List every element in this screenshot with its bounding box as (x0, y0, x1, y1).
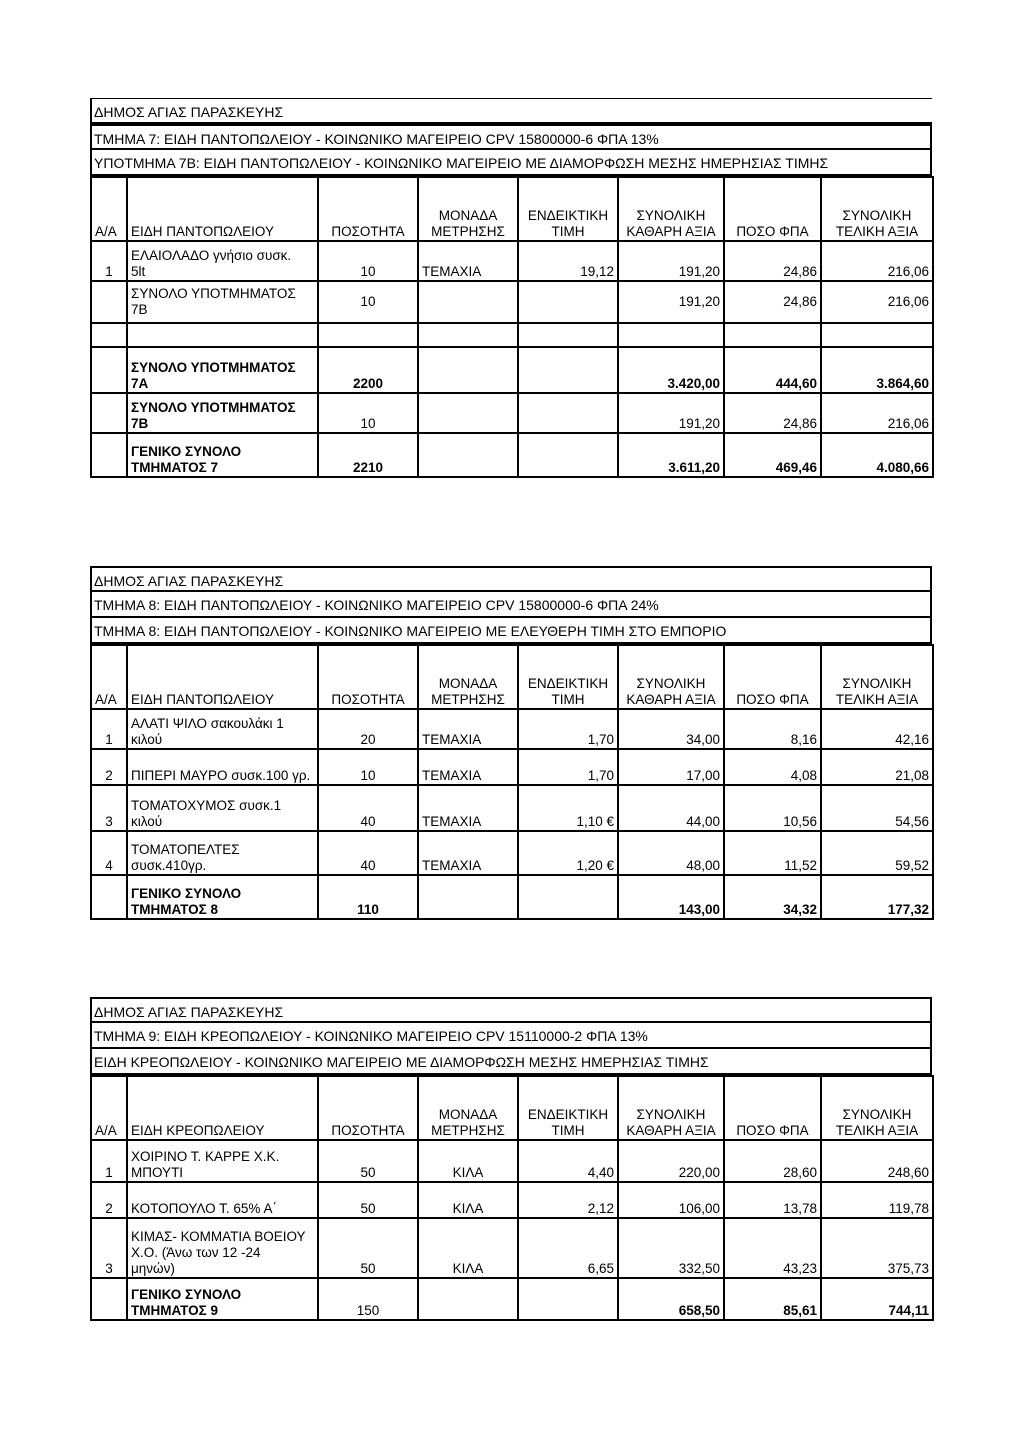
items-table (90, 176, 934, 478)
column-header-row (91, 177, 933, 241)
municipality-header: ΔΗΜΟΣ ΑΓΙΑΣ ΠΑΡΑΣΚΕΥΗΣ (90, 566, 932, 592)
col-item: ΕΙΔΗ ΠΑΝΤΟΠΩΛΕΙΟΥ (127, 177, 318, 241)
col-total: ΣΥΝΟΛΙΚΗ ΤΕΛΙΚΗ ΑΞΙΑ (821, 177, 933, 241)
col-unit: ΜΟΝΑΔΑ ΜΕΤΡΗΣΗΣ (418, 177, 518, 241)
section-8 (90, 566, 932, 920)
section-subtitle: ΕΙΔΗ ΚΡΕΟΠΩΛΕΙΟΥ - ΚΟΙΝΩΝΙΚΟ ΜΑΓΕΙΡΕΙΟ ΜΕ ΔΙΑΜΟΡΦΩΣΗ ΜΕΣΗΣ ΗΜΕΡΗΣΙΑΣ ΤΙΜΗΣ (90, 1049, 932, 1075)
table-row: 3 ΤΟΜΑΤΟΧΥΜΟΣ συσκ.1 κιλού 40 ΤΕΜΑΧΙΑ 1,10 € 44,00 10,56 54,56 (91, 785, 933, 831)
section-subtitle: ΤΜΗΜΑ 8: ΕΙΔΗ ΠΑΝΤΟΠΩΛΕΙΟΥ - ΚΟΙΝΩΝΙΚΟ ΜΑΓΕΙΡΕΙΟ ΜΕ ΕΛΕΥΘΕΡΗ ΤΙΜΗ ΣΤΟ ΕΜΠΟΡΙΟ (90, 618, 932, 644)
col-price: ΕΝΔΕΙΚΤΙΚΗ ΤΙΜΗ (518, 177, 618, 241)
col-qty: ΠΟΣΟΤΗΤΑ (318, 177, 418, 241)
grand-total-row: ΓΕΝΙΚΟ ΣΥΝΟΛΟ ΤΜΗΜΑΤΟΣ 9 150 658,50 85,61 744,11 (91, 1278, 933, 1320)
section-7 (90, 98, 932, 478)
column-header-row: Α/Α ΕΙΔΗ ΠΑΝΤΟΠΩΛΕΙΟΥ ΠΟΣΟΤΗΤΑ ΜΟΝΑΔΑ ΜΕΤΡΗΣΗΣ ΕΝΔΕΙΚΤΙΚΗ ΤΙΜΗ ΣΥΝΟΛΙΚΗ ΚΑΘΑΡΗ ΑΞΙΑ ΠΟΣΟ ΦΠΑ ΣΥΝΟΛΙΚΗ ΤΕΛΙΚΗ ΑΞΙΑ (91, 645, 933, 709)
grand-total-row: ΓΕΝΙΚΟ ΣΥΝΟΛΟ ΤΜΗΜΑΤΟΣ 7 2210 3.611,20 469,46 4.080,66 (91, 433, 933, 477)
section-subtitle: ΥΠΟΤΜΗΜΑ 7Β: ΕΙΔΗ ΠΑΝΤΟΠΩΛΕΙΟΥ - ΚΟΙΝΩΝΙΚΟ ΜΑΓΕΙΡΕΙΟ ΜΕ ΔΙΑΜΟΡΦΩΣΗ ΜΕΣΗΣ ΗΜΕΡΗΣΙΑΣ ΤΙΜΗΣ (90, 150, 932, 176)
items-table (90, 644, 934, 920)
table-row: 1 ΕΛΑΙΟΛΑΔΟ γνήσιο συσκ. 5lt 10 ΤΕΜΑΧΙΑ 19,12 191,20 24,86 216,06 (91, 241, 933, 281)
municipality-header: ΔΗΜΟΣ ΑΓΙΑΣ ΠΑΡΑΣΚΕΥΗΣ (90, 98, 932, 124)
municipality-header: ΔΗΜΟΣ ΑΓΙΑΣ ΠΑΡΑΣΚΕΥΗΣ (90, 997, 932, 1023)
table-row: 2 ΚΟΤΟΠΟΥΛΟ Τ. 65% Α΄ 50 ΚΙΛΑ 2,12 106,00 13,78 119,78 (91, 1182, 933, 1218)
spacer-row (91, 323, 933, 347)
col-aa: Α/Α (91, 177, 127, 241)
table-row: 2 ΠΙΠΕΡΙ ΜΑΥΡΟ συσκ.100 γρ. 10 ΤΕΜΑΧΙΑ 1,70 17,00 4,08 21,08 (91, 749, 933, 785)
section-title: ΤΜΗΜΑ 7: ΕΙΔΗ ΠΑΝΤΟΠΩΛΕΙΟΥ - ΚΟΙΝΩΝΙΚΟ ΜΑΓΕΙΡΕΙΟ CPV 15800000-6 ΦΠΑ 13% (90, 124, 932, 150)
col-vat: ΠΟΣΟ ΦΠΑ (724, 177, 821, 241)
column-header-row: Α/Α ΕΙΔΗ ΚΡΕΟΠΩΛΕΙΟΥ ΠΟΣΟΤΗΤΑ ΜΟΝΑΔΑ ΜΕΤΡΗΣΗΣ ΕΝΔΕΙΚΤΙΚΗ ΤΙΜΗ ΣΥΝΟΛΙΚΗ ΚΑΘΑΡΗ ΑΞΙΑ ΠΟΣΟ ΦΠΑ ΣΥΝΟΛΙΚΗ ΤΕΛΙΚΗ ΑΞΙΑ (91, 1076, 933, 1140)
grand-total-row: ΓΕΝΙΚΟ ΣΥΝΟΛΟ ΤΜΗΜΑΤΟΣ 8 110 143,00 34,32 177,32 (91, 875, 933, 919)
subtotal-row: ΣΥΝΟΛΟ ΥΠΟΤΜΗΜΑΤΟΣ 7Β 10 191,20 24,86 216,06 (91, 281, 933, 323)
table-row: 3 ΚΙΜΑΣ- ΚΟΜΜΑΤΙΑ ΒΟΕΙΟΥ Χ.Ο. (Άνω των 12 -24 μηνών) 50 ΚΙΛΑ 6,65 332,50 43,23 375,73 (91, 1218, 933, 1278)
section-title: ΤΜΗΜΑ 9: ΕΙΔΗ ΚΡΕΟΠΩΛΕΙΟΥ - ΚΟΙΝΩΝΙΚΟ ΜΑΓΕΙΡΕΙΟ CPV 15110000-2 ΦΠΑ 13% (90, 1023, 932, 1049)
summary-row: ΣΥΝΟΛΟ ΥΠΟΤΜΗΜΑΤΟΣ 7Β 10 191,20 24,86 216,06 (91, 393, 933, 433)
items-table (90, 1075, 934, 1321)
section-9 (90, 997, 932, 1321)
section-title: ΤΜΗΜΑ 8: ΕΙΔΗ ΠΑΝΤΟΠΩΛΕΙΟΥ - ΚΟΙΝΩΝΙΚΟ ΜΑΓΕΙΡΕΙΟ CPV 15800000-6 ΦΠΑ 24% (90, 592, 932, 618)
table-row: 4 ΤΟΜΑΤΟΠΕΛΤΕΣ συσκ.410γρ. 40 ΤΕΜΑΧΙΑ 1,20 € 48,00 11,52 59,52 (91, 831, 933, 875)
summary-row: ΣΥΝΟΛΟ ΥΠΟΤΜΗΜΑΤΟΣ 7Α 2200 3.420,00 444,60 3.864,60 (91, 347, 933, 393)
col-net: ΣΥΝΟΛΙΚΗ ΚΑΘΑΡΗ ΑΞΙΑ (618, 177, 724, 241)
table-row: 1 ΧΟΙΡΙΝΟ Τ. ΚΑΡΡΕ Χ.Κ. ΜΠΟΥΤΙ 50 ΚΙΛΑ 4,40 220,00 28,60 248,60 (91, 1140, 933, 1182)
table-row: 1 ΑΛΑΤΙ ΨΙΛΟ σακουλάκι 1 κιλού 20 ΤΕΜΑΧΙΑ 1,70 34,00 8,16 42,16 (91, 709, 933, 749)
